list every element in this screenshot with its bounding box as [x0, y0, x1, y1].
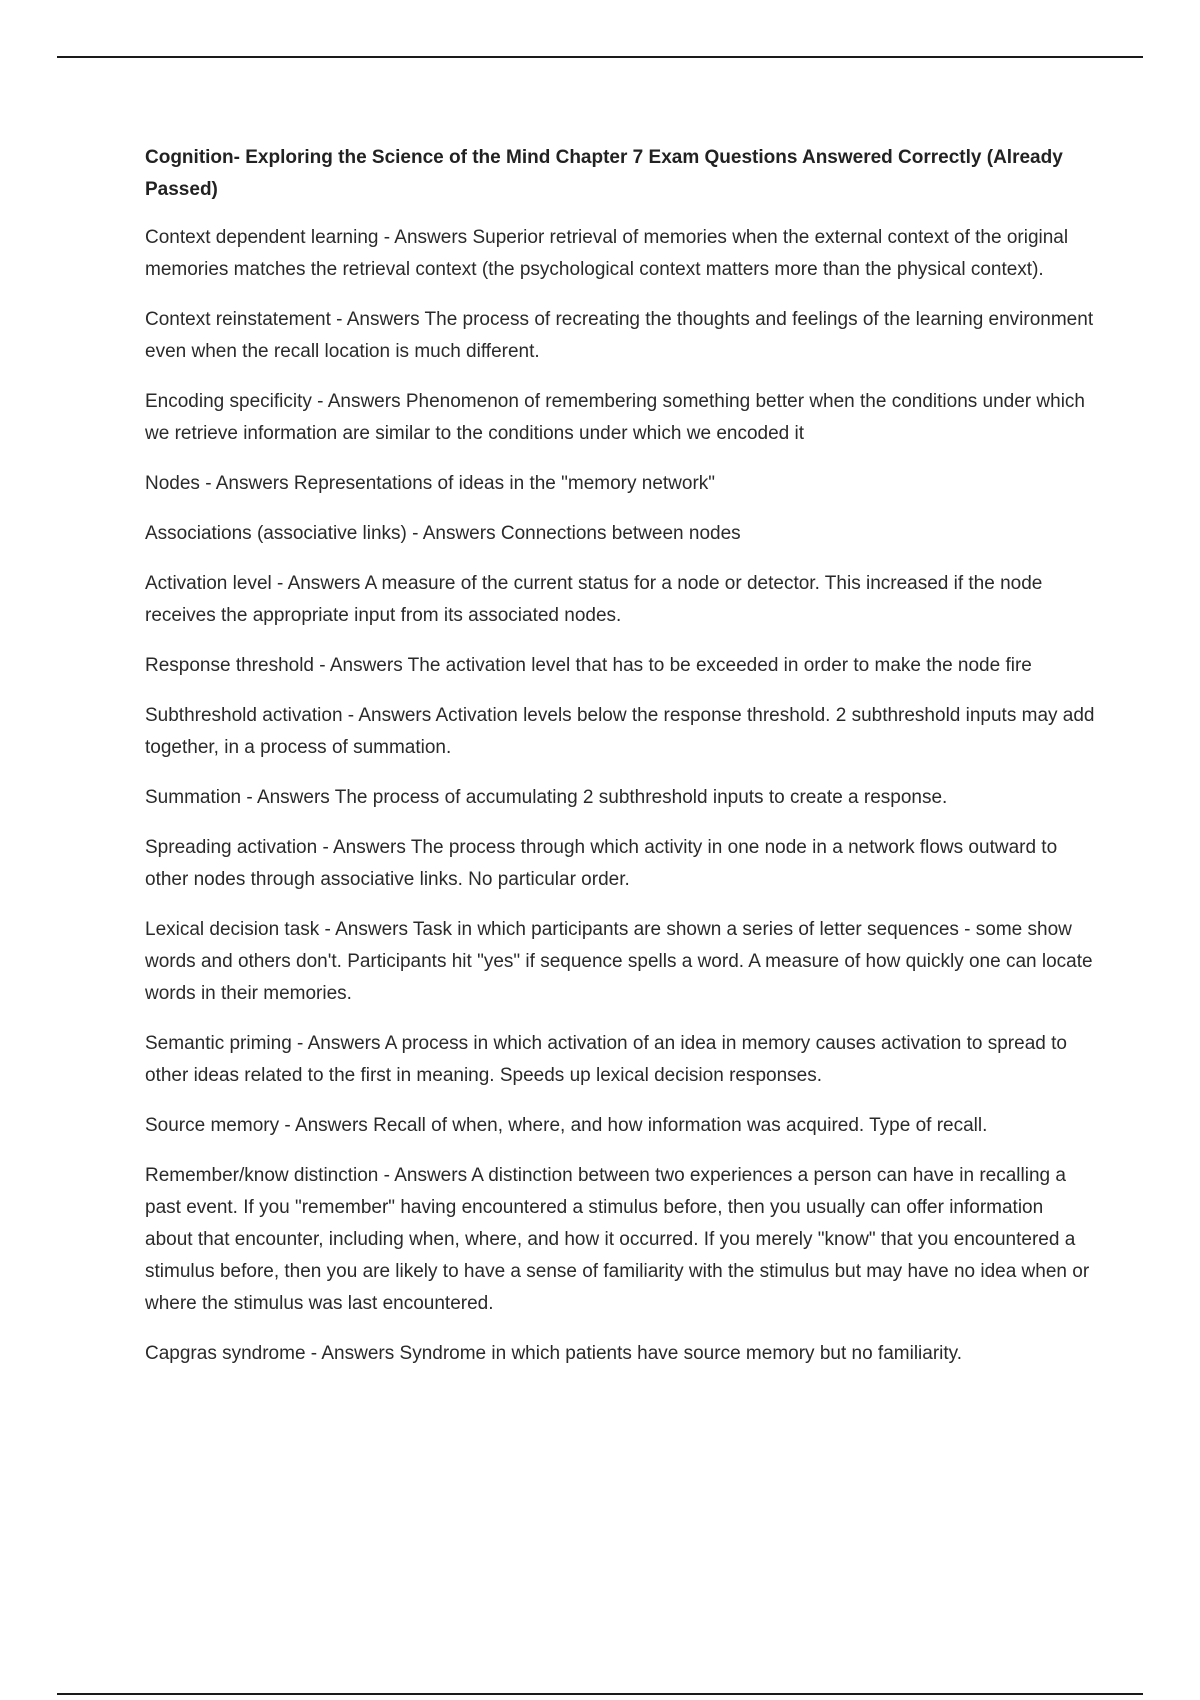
- entry-nodes: [145, 468, 1095, 500]
- entry-encoding-specificity: [145, 386, 1095, 450]
- page-bottom-rule: [57, 1693, 1143, 1695]
- entry-separator: - Answers: [271, 573, 365, 594]
- entry-answer: A process in which activation of an idea in memory causes activation to spread to other ideas related to the first in meaning. Speeds up lexical decision responses.: [145, 1033, 1067, 1086]
- entry-answer: The process of recreating the thoughts and feelings of the learning environment even when the recall location is much different.: [145, 309, 1094, 362]
- entry-summation: [145, 782, 1095, 814]
- entry-answer: Representations of ideas in the "memory network": [293, 473, 716, 494]
- entry-separator: - Answers: [378, 227, 473, 248]
- document-title: Cognition- Exploring the Science of the Mind Chapter 7 Exam Questions Answered Correctly (Already Passed): [145, 147, 1063, 200]
- entry-separator: - Answers: [305, 1343, 400, 1364]
- entry-associations: [145, 518, 1095, 550]
- entry-term: Activation level: [145, 573, 272, 594]
- entry-context-dependent-learning: [145, 222, 1095, 286]
- entry-term: Semantic priming: [145, 1033, 292, 1054]
- entry-separator: - Answers: [378, 1165, 472, 1186]
- entry-answer: Task in which participants are shown a series of letter sequences - some show words and others don't. Participants hit "yes" if sequence spells a word. A measure of how quickly one can locate words in their memories.: [145, 919, 1093, 1004]
- entry-separator: - Answers: [199, 473, 294, 494]
- entry-answer: Recall of when, where, and how information was acquired. Type of recall.: [373, 1115, 988, 1136]
- entry-answer: The process of accumulating 2 subthreshold inputs to create a response.: [334, 787, 948, 808]
- entry-term: Capgras syndrome: [145, 1343, 306, 1364]
- entry-answer: Superior retrieval of memories when the external context of the original memories matches the retrieval context (the psychological context matters more than the physical context).: [145, 227, 1069, 280]
- entry-term: Spreading activation: [145, 837, 318, 858]
- entry-context-reinstatement: [145, 304, 1095, 368]
- entry-answer: A measure of the current status for a node or detector. This increased if the node receives the appropriate input from its associated nodes.: [145, 573, 1043, 626]
- entry-term: Lexical decision task: [145, 919, 320, 940]
- entry-list: [145, 222, 1095, 1370]
- entry-separator: - Answers: [406, 523, 501, 544]
- entry-separator: - Answers: [342, 705, 436, 726]
- entry-answer: Activation levels below the response threshold. 2 subthreshold inputs may add together, in a process of summation.: [145, 705, 1095, 758]
- entry-term: Context dependent learning: [145, 227, 379, 248]
- entry-separator: - Answers: [317, 837, 411, 858]
- entry-term: Nodes: [145, 473, 200, 494]
- entry-separator: - Answers: [319, 919, 413, 940]
- entry-term: Remember/know distinction: [145, 1165, 379, 1186]
- entry-term: Associations (associative links): [145, 523, 407, 544]
- entry-source-memory: [145, 1110, 1095, 1142]
- entry-answer: The process through which activity in one node in a network flows outward to other nodes through associative links. No particular order.: [145, 837, 1058, 890]
- entry-semantic-priming: [145, 1028, 1095, 1092]
- entry-remember-know-distinction: [145, 1160, 1095, 1320]
- entry-subthreshold-activation: [145, 700, 1095, 764]
- entry-separator: - Answers: [311, 391, 406, 412]
- entry-spreading-activation: [145, 832, 1095, 896]
- entry-answer: Connections between nodes: [500, 523, 741, 544]
- entry-answer: Phenomenon of remembering something better when the conditions under which we retrieve information are similar to the conditions under which we encoded it: [145, 391, 1085, 444]
- entry-term: Encoding specificity: [145, 391, 312, 412]
- entry-term: Subthreshold activation: [145, 705, 343, 726]
- entry-separator: - Answers: [291, 1033, 385, 1054]
- entry-activation-level: [145, 568, 1095, 632]
- page-top-rule: [57, 56, 1143, 58]
- document-body: [145, 142, 1095, 1388]
- entry-response-threshold: [145, 650, 1095, 682]
- entry-separator: - Answers: [330, 309, 425, 330]
- entry-separator: - Answers: [241, 787, 335, 808]
- entry-separator: - Answers: [314, 655, 408, 676]
- entry-term: Summation: [145, 787, 242, 808]
- entry-term: Context reinstatement: [145, 309, 331, 330]
- entry-term: Response threshold: [145, 655, 314, 676]
- entry-separator: - Answers: [279, 1115, 374, 1136]
- entry-capgras-syndrome: [145, 1338, 1095, 1370]
- entry-term: Source memory: [145, 1115, 280, 1136]
- entry-answer: A distinction between two experiences a person can have in recalling a past event. If you "remember" having encountered a stimulus before, then you usually can offer information about that encounter, including when, where, and how it occurred. If you merely "know" that you encountered a stimulus before, then you are likely to have a sense of familiarity with the stimulus but may have no idea when or where the stimulus was last encountered.: [145, 1165, 1090, 1314]
- entry-lexical-decision-task: [145, 914, 1095, 1010]
- entry-answer: Syndrome in which patients have source memory but no familiarity.: [399, 1343, 963, 1364]
- entry-answer: The activation level that has to be exceeded in order to make the node fire: [407, 655, 1032, 676]
